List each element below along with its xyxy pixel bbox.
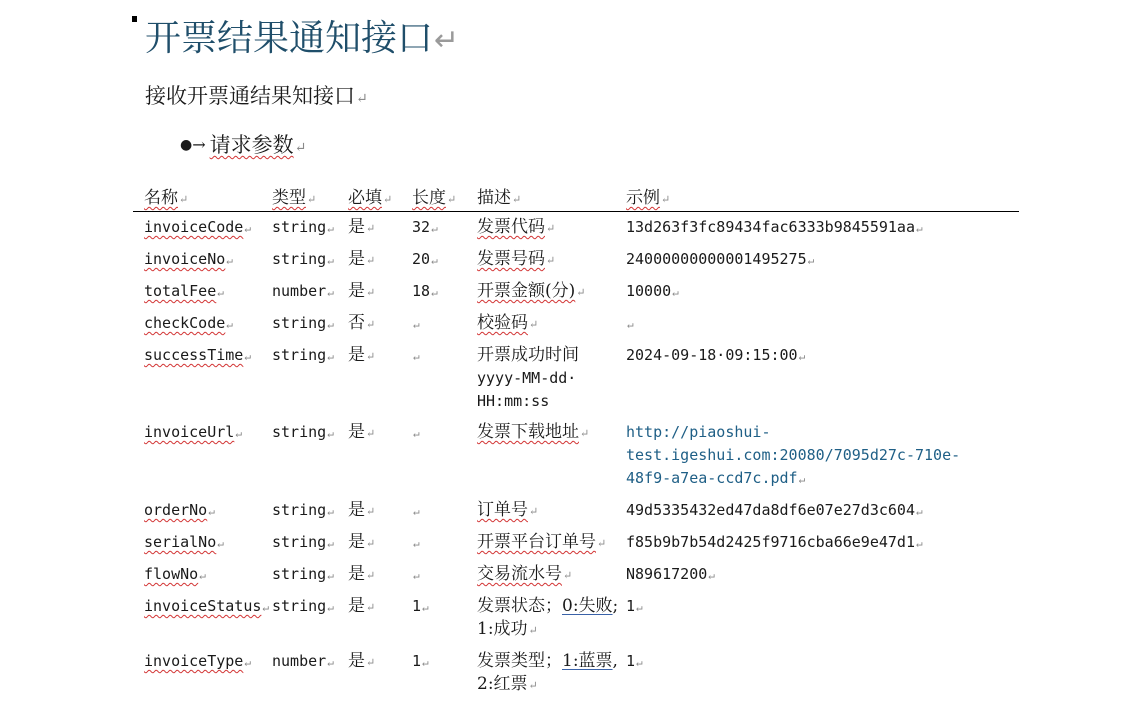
section-heading — [180, 129, 306, 159]
table-header-row — [133, 183, 1019, 212]
table-row — [133, 276, 1019, 308]
cell-example: 24000000000001495275↵ — [626, 250, 815, 268]
cell-length: ↵ — [413, 427, 420, 440]
cell-desc: 发票状态；0:失败;1:成功↵ — [477, 596, 619, 639]
table-row — [133, 559, 1019, 591]
cell-desc: 发票代码↵ — [477, 217, 556, 237]
header-type: 类型↵ — [272, 183, 348, 212]
cell-length: 1↵ — [412, 652, 429, 670]
table-row — [133, 417, 1019, 495]
cell-name: invoiceNo↵ — [144, 250, 233, 268]
cell-example: 2024-09-18·09:15:00↵ — [626, 346, 806, 364]
cell-type: number↵ — [272, 282, 334, 300]
cell-name: invoiceType↵ — [144, 652, 251, 670]
cell-example: http://piaoshui- test.igeshui.com:20080/7095d27c-710e- 48f9-a7ea-ccd7c.pdf↵ — [626, 423, 961, 487]
cell-required: 是↵ — [348, 281, 376, 301]
cell-required: 是↵ — [348, 217, 376, 237]
cell-name: checkCode↵ — [144, 314, 233, 332]
cell-required: 是↵ — [348, 532, 376, 552]
table-row — [133, 212, 1019, 245]
cell-example: f85b9b7b54d2425f9716cba66e9e47d1↵ — [626, 533, 923, 551]
cell-name: totalFee↵ — [144, 282, 224, 300]
cell-desc: 校验码↵ — [477, 313, 539, 333]
table-row — [133, 244, 1019, 276]
cell-type: string↵ — [272, 533, 334, 551]
cell-name: orderNo↵ — [144, 501, 215, 519]
cell-required: 是↵ — [348, 596, 376, 616]
cell-length: ↵ — [413, 318, 420, 331]
cell-example: 13d263f3fc89434fac6333b9845591aa↵ — [626, 218, 923, 236]
cell-name: invoiceUrl↵ — [144, 423, 242, 441]
header-name: 名称↵ — [133, 183, 272, 212]
cell-type: string↵ — [272, 346, 334, 364]
cell-name: flowNo↵ — [144, 565, 206, 583]
return-mark: ↵ — [356, 91, 368, 107]
page-title: 开票结果通知接口↵ — [145, 18, 460, 59]
section-label: 请求参数 — [209, 133, 294, 157]
table-row — [133, 308, 1019, 340]
cell-desc: 发票类型；1:蓝票,2:红票↵ — [477, 651, 618, 694]
cell-type: string↵ — [272, 423, 334, 441]
cell-desc: 开票平台订单号↵ — [477, 532, 607, 552]
cell-required: 是↵ — [348, 345, 376, 365]
cell-example: N89617200↵ — [626, 565, 715, 583]
cell-example: ↵ — [627, 318, 634, 331]
header-desc: 描述↵ — [477, 183, 626, 212]
cell-desc: 开票成功时间 yyyy-MM-dd· HH:mm:ss — [477, 345, 579, 410]
table-row — [133, 340, 1019, 417]
paragraph-mark — [132, 16, 137, 22]
subtitle: 接收开票通结果知接口↵ — [145, 84, 368, 108]
cell-example: 10000↵ — [626, 282, 679, 300]
cell-name: invoiceCode↵ — [144, 218, 251, 236]
table-row — [133, 527, 1019, 559]
cell-required: 是↵ — [348, 500, 376, 520]
cell-type: string↵ — [272, 597, 334, 615]
params-table — [133, 183, 1019, 701]
header-example: 示例↵ — [626, 183, 1019, 212]
cell-length: ↵ — [413, 505, 420, 518]
header-required: 必填↵ — [348, 183, 412, 212]
cell-type: string↵ — [272, 314, 334, 332]
cell-name: serialNo↵ — [144, 533, 224, 551]
cell-name: successTime↵ — [144, 346, 251, 364]
cell-type: string↵ — [272, 565, 334, 583]
tab-arrow-icon: → — [192, 135, 206, 154]
cell-desc: 交易流水号↵ — [477, 564, 573, 584]
return-mark: ↵ — [434, 23, 460, 58]
cell-length: 32↵ — [412, 218, 438, 236]
cell-length: 20↵ — [412, 250, 438, 268]
invoice-url-link[interactable]: http://piaoshui- test.igeshui.com:20080/7095d27c-710e- 48f9-a7ea-ccd7c.pdf — [626, 423, 961, 487]
cell-required: 是↵ — [348, 651, 376, 671]
table-row — [133, 646, 1019, 701]
cell-length: ↵ — [413, 569, 420, 582]
cell-type: string↵ — [272, 218, 334, 236]
table-row — [133, 591, 1019, 646]
cell-type: string↵ — [272, 501, 334, 519]
cell-required: 否↵ — [348, 313, 376, 333]
cell-example: 49d5335432ed47da8df6e07e27d3c604↵ — [626, 501, 923, 519]
cell-required: 是↵ — [348, 422, 376, 442]
cell-required: 是↵ — [348, 249, 376, 269]
cell-length: ↵ — [413, 350, 420, 363]
cell-required: 是↵ — [348, 564, 376, 584]
cell-length: ↵ — [413, 537, 420, 550]
cell-desc: 发票号码↵ — [477, 249, 556, 269]
cell-length: 1↵ — [412, 597, 429, 615]
cell-type: string↵ — [272, 250, 334, 268]
header-length: 长度↵ — [412, 183, 477, 212]
cell-example: 1↵ — [626, 597, 643, 615]
cell-example: 1↵ — [626, 652, 643, 670]
cell-type: number↵ — [272, 652, 334, 670]
cell-desc: 开票金额(分)↵ — [477, 281, 586, 301]
cell-desc: 订单号↵ — [477, 500, 539, 520]
return-mark: ↵ — [294, 140, 307, 156]
table-row — [133, 495, 1019, 527]
cell-desc: 发票下载地址↵ — [477, 422, 590, 442]
cell-length: 18↵ — [412, 282, 438, 300]
bullet-icon: ● — [180, 137, 193, 153]
cell-name: invoiceStatus↵ — [144, 597, 270, 615]
